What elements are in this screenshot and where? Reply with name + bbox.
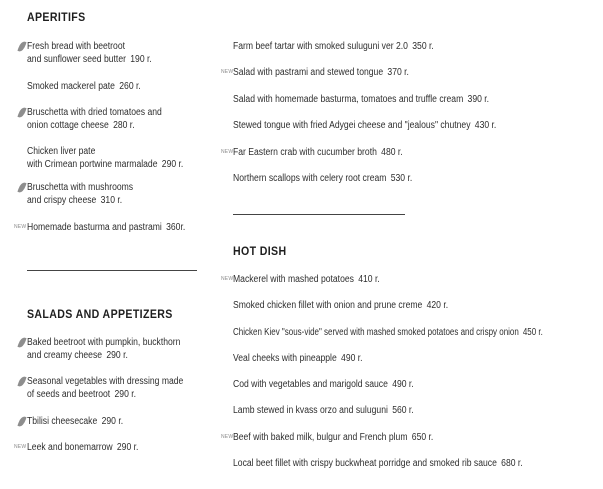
menu-item-veal-cheeks [233, 352, 363, 365]
item-price: 290 r. [106, 350, 128, 361]
item-name: Leek and bonemarrow [27, 442, 113, 453]
item-price: 190 r. [130, 54, 152, 65]
item-price: 290 r. [116, 442, 139, 453]
item-name: Chicken Kiev "sous-vide" served with mashed smoked potatoes and crispy onion [233, 327, 519, 338]
item-name: Lamb stewed in kvass orzo and suluguni [233, 405, 388, 416]
item-name: Beef with baked milk, bulgur and French plum [233, 432, 408, 443]
menu-item-northern-scallops [233, 172, 412, 185]
item-name: Bruschetta with mushrooms [27, 182, 134, 193]
item-name: Salad with homemade basturma, tomatoes and truffle cream [233, 94, 464, 105]
item-price: 410 r. [358, 274, 380, 285]
item-name: Seasonal vegetables with dressing made [27, 376, 184, 387]
item-name-cont: and creamy cheese [27, 350, 103, 361]
leaf-icon [17, 415, 26, 427]
new-badge: NEW [14, 224, 27, 230]
menu-item-chicken-kiev [233, 326, 543, 339]
item-name: Tbilisi cheesecake [27, 416, 98, 427]
leaf-icon [17, 336, 26, 348]
item-name: Salad with pastrami and stewed tongue [233, 67, 384, 78]
menu-item-smoked-mackerel-pate [27, 80, 141, 93]
item-price: 290 r. [161, 159, 184, 170]
item-name: Chicken liver pate [27, 146, 96, 157]
item-name: Veal cheeks with pineapple [233, 353, 337, 364]
item-name: Cod with vegetables and marigold sauce [233, 379, 388, 390]
menu-item-salad-pastrami [233, 66, 409, 79]
item-price: 310 r. [100, 195, 123, 206]
item-name: Northern scallops with celery root cream [233, 173, 387, 184]
section-divider [233, 214, 405, 215]
menu-item-salad-basturma [233, 93, 489, 106]
item-price: 430 r. [474, 120, 497, 131]
leaf-icon [17, 181, 26, 193]
leaf-icon [17, 106, 26, 118]
leaf-icon [17, 375, 26, 387]
item-name: Homemade basturma and pastrami [27, 222, 162, 233]
menu-item-beet-fillet [233, 457, 523, 470]
item-price: 290 r. [101, 416, 124, 427]
item-price: 650 r. [411, 432, 434, 443]
menu-item-tbilisi-cheesecake [27, 415, 123, 428]
item-price: 390 r. [467, 94, 490, 105]
item-price: 360r. [166, 222, 186, 233]
item-price: 280 r. [113, 120, 135, 131]
item-name: Far Eastern crab with cucumber broth [233, 147, 377, 158]
item-price: 560 r. [392, 405, 414, 416]
item-name-cont: of seeds and beetroot [27, 389, 111, 400]
menu-item-cod [233, 378, 414, 391]
section-divider [27, 270, 197, 271]
menu-item-seasonal-vegetables [27, 375, 183, 401]
item-name: Farm beef tartar with smoked suluguni ver 2.0 [233, 41, 408, 52]
menu-item-far-eastern-crab [233, 146, 403, 159]
menu-item-beef-baked-milk [233, 431, 433, 444]
menu-item-fresh-bread [27, 40, 152, 66]
item-name-cont: onion cottage cheese [27, 120, 109, 131]
item-name: Local beet fillet with crispy buckwheat porridge and smoked rib sauce [233, 458, 497, 469]
item-name-cont: and sunflower seed butter [27, 54, 126, 65]
menu-item-chicken-liver-pate [27, 145, 183, 171]
menu-item-beef-tartar [233, 40, 434, 53]
menu-item-baked-beetroot [27, 336, 180, 362]
item-price: 450 r. [522, 327, 543, 338]
menu-item-basturma-pastrami [27, 221, 185, 234]
item-price: 480 r. [381, 147, 403, 158]
item-price: 350 r. [412, 41, 434, 52]
item-name-cont: with Crimean portwine marmalade [27, 159, 158, 170]
item-name: Baked beetroot with pumpkin, buckthorn [27, 337, 181, 348]
leaf-icon [17, 40, 26, 52]
menu-item-stewed-tongue [233, 119, 496, 132]
new-badge: NEW [221, 276, 234, 282]
section-title-hot-dish: HOT DISH [233, 246, 287, 258]
item-name: Smoked chicken fillet with onion and prune creme [233, 300, 423, 311]
new-badge: NEW [14, 444, 27, 450]
item-name: Smoked mackerel pate [27, 81, 115, 92]
item-name-cont: and crispy cheese [27, 195, 97, 206]
item-price: 530 r. [390, 173, 413, 184]
item-price: 680 r. [501, 458, 523, 469]
item-name: Stewed tongue with fried Adygei cheese and "jealous" chutney [233, 120, 471, 131]
menu-item-bruschetta-mushrooms [27, 181, 133, 207]
menu-item-smoked-chicken-fillet [233, 299, 448, 312]
item-price: 260 r. [119, 81, 141, 92]
menu-item-bruschetta-tomatoes [27, 106, 162, 132]
item-name: Bruschetta with dried tomatoes and [27, 107, 162, 118]
item-price: 370 r. [387, 67, 409, 78]
item-name: Fresh bread with beetroot [27, 41, 125, 52]
new-badge: NEW [221, 149, 234, 155]
new-badge: NEW [221, 434, 234, 440]
item-price: 420 r. [426, 300, 449, 311]
item-price: 290 r. [114, 389, 137, 400]
section-title-salads: SALADS AND APPETIZERS [27, 309, 173, 321]
menu-item-lamb [233, 404, 414, 417]
section-title-aperitifs: APERITIFS [27, 12, 86, 24]
item-name: Mackerel with mashed potatoes [233, 274, 354, 285]
menu-item-mackerel [233, 273, 380, 286]
menu-item-leek-bonemarrow [27, 441, 138, 454]
new-badge: NEW [221, 69, 234, 75]
item-price: 490 r. [392, 379, 414, 390]
item-price: 490 r. [341, 353, 363, 364]
